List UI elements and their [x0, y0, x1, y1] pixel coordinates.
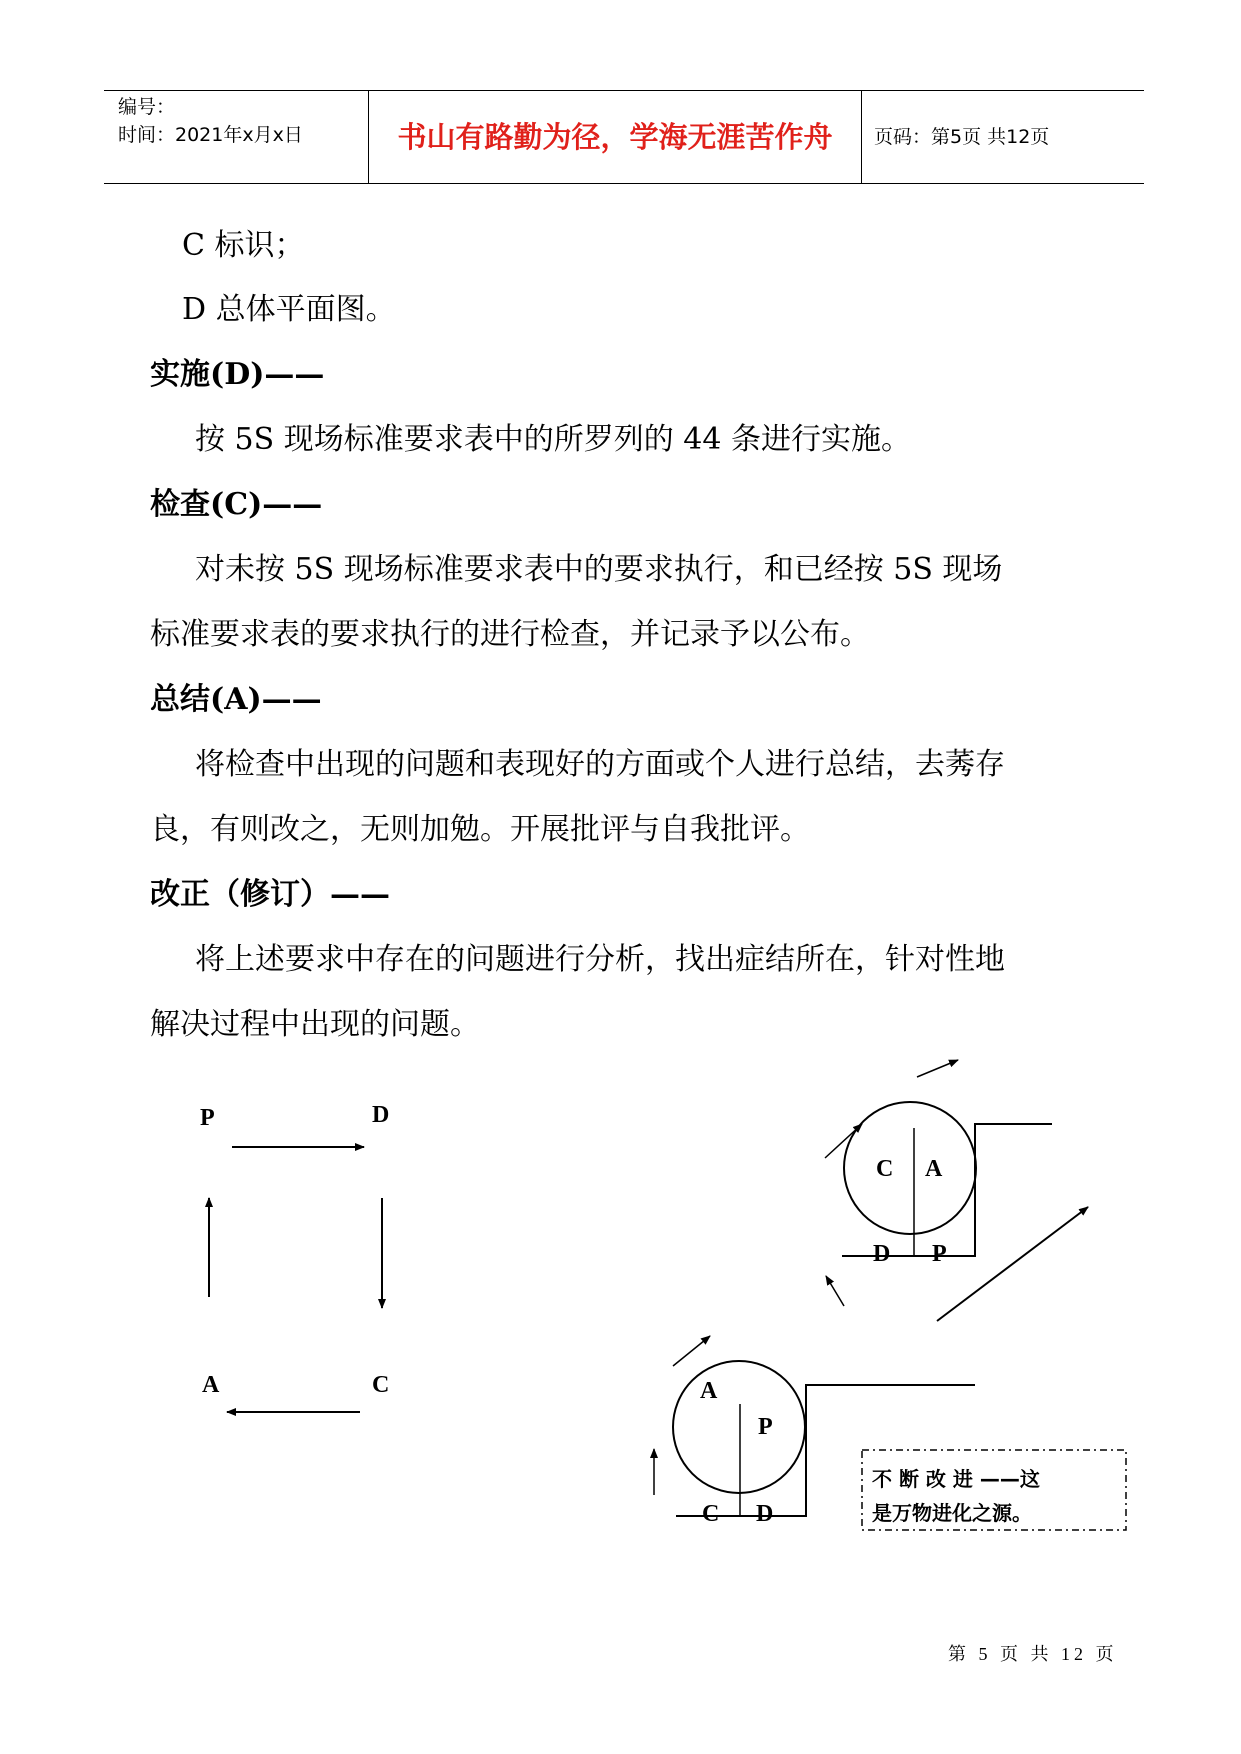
upper-rotation-arrow-bottom: [826, 1276, 844, 1306]
heading-summary: 总结(A)——: [150, 682, 322, 717]
heading-revise: 改正（修订）——: [150, 877, 390, 912]
heading-implement: 实施(D)——: [150, 357, 325, 392]
lower-rotation-arrow-top: [673, 1336, 710, 1366]
upper-wheel-c: C: [876, 1156, 894, 1182]
lower-wheel-p: P: [758, 1414, 773, 1440]
lower-wheel-c: C: [702, 1501, 720, 1527]
paragraph-summary-line-1: 将检查中出现的问题和表现好的方面或个人进行总结，去莠存: [195, 747, 1005, 782]
lower-wheel-d: D: [756, 1501, 774, 1527]
cycle-label-c: C: [372, 1372, 390, 1398]
paragraph-revise-line-2: 解决过程中出现的问题。: [150, 1007, 480, 1042]
item-c-line: C 标识；: [182, 228, 305, 263]
header-motto: 书山有路勤为径，学海无涯苦作舟: [369, 91, 862, 183]
paragraph-implement: 按 5S 现场标准要求表中的所罗列的 44 条进行实施。: [195, 422, 911, 457]
paragraph-check-line-2: 标准要求表的要求执行的进行检查，并记录予以公布。: [150, 617, 870, 652]
upper-wheel-circle: [844, 1102, 976, 1234]
upper-rotation-arrow-left: [825, 1124, 862, 1158]
note-line-1: 不 断 改 进 ——这: [872, 1467, 1040, 1491]
document-time: 时间：2021年x月x日: [118, 124, 303, 146]
upper-rotation-arrow-top: [917, 1060, 958, 1077]
cycle-label-p: P: [200, 1105, 215, 1131]
lower-wheel-a: A: [700, 1378, 718, 1404]
item-d-line: D 总体平面图。: [182, 292, 396, 327]
document-number: 编号：: [118, 96, 176, 118]
improvement-arrow: [937, 1207, 1088, 1321]
lower-wheel-circle: [673, 1361, 805, 1493]
heading-check: 检查(C)——: [150, 487, 323, 522]
paragraph-check-line-1: 对未按 5S 现场标准要求表中的要求执行，和已经按 5S 现场: [195, 552, 1003, 587]
cycle-label-a: A: [202, 1372, 220, 1398]
header-page-label: 页码：第5页 共12页: [874, 126, 1050, 148]
note-text: [872, 1462, 1122, 1530]
cycle-label-d: D: [372, 1102, 390, 1128]
upper-step-line: [842, 1124, 1052, 1256]
upper-wheel-d: D: [873, 1241, 891, 1267]
paragraph-revise-line-1: 将上述要求中存在的问题进行分析，找出症结所在，针对性地: [195, 942, 1005, 977]
upper-wheel-p: P: [932, 1241, 947, 1267]
page-footer: 第 5 页 共 12 页: [948, 1644, 1118, 1664]
note-line-2: 是万物进化之源。: [872, 1501, 1032, 1525]
upper-wheel-a: A: [925, 1156, 943, 1182]
paragraph-summary-line-2: 良，有则改之，无则加勉。开展批评与自我批评。: [150, 812, 810, 847]
